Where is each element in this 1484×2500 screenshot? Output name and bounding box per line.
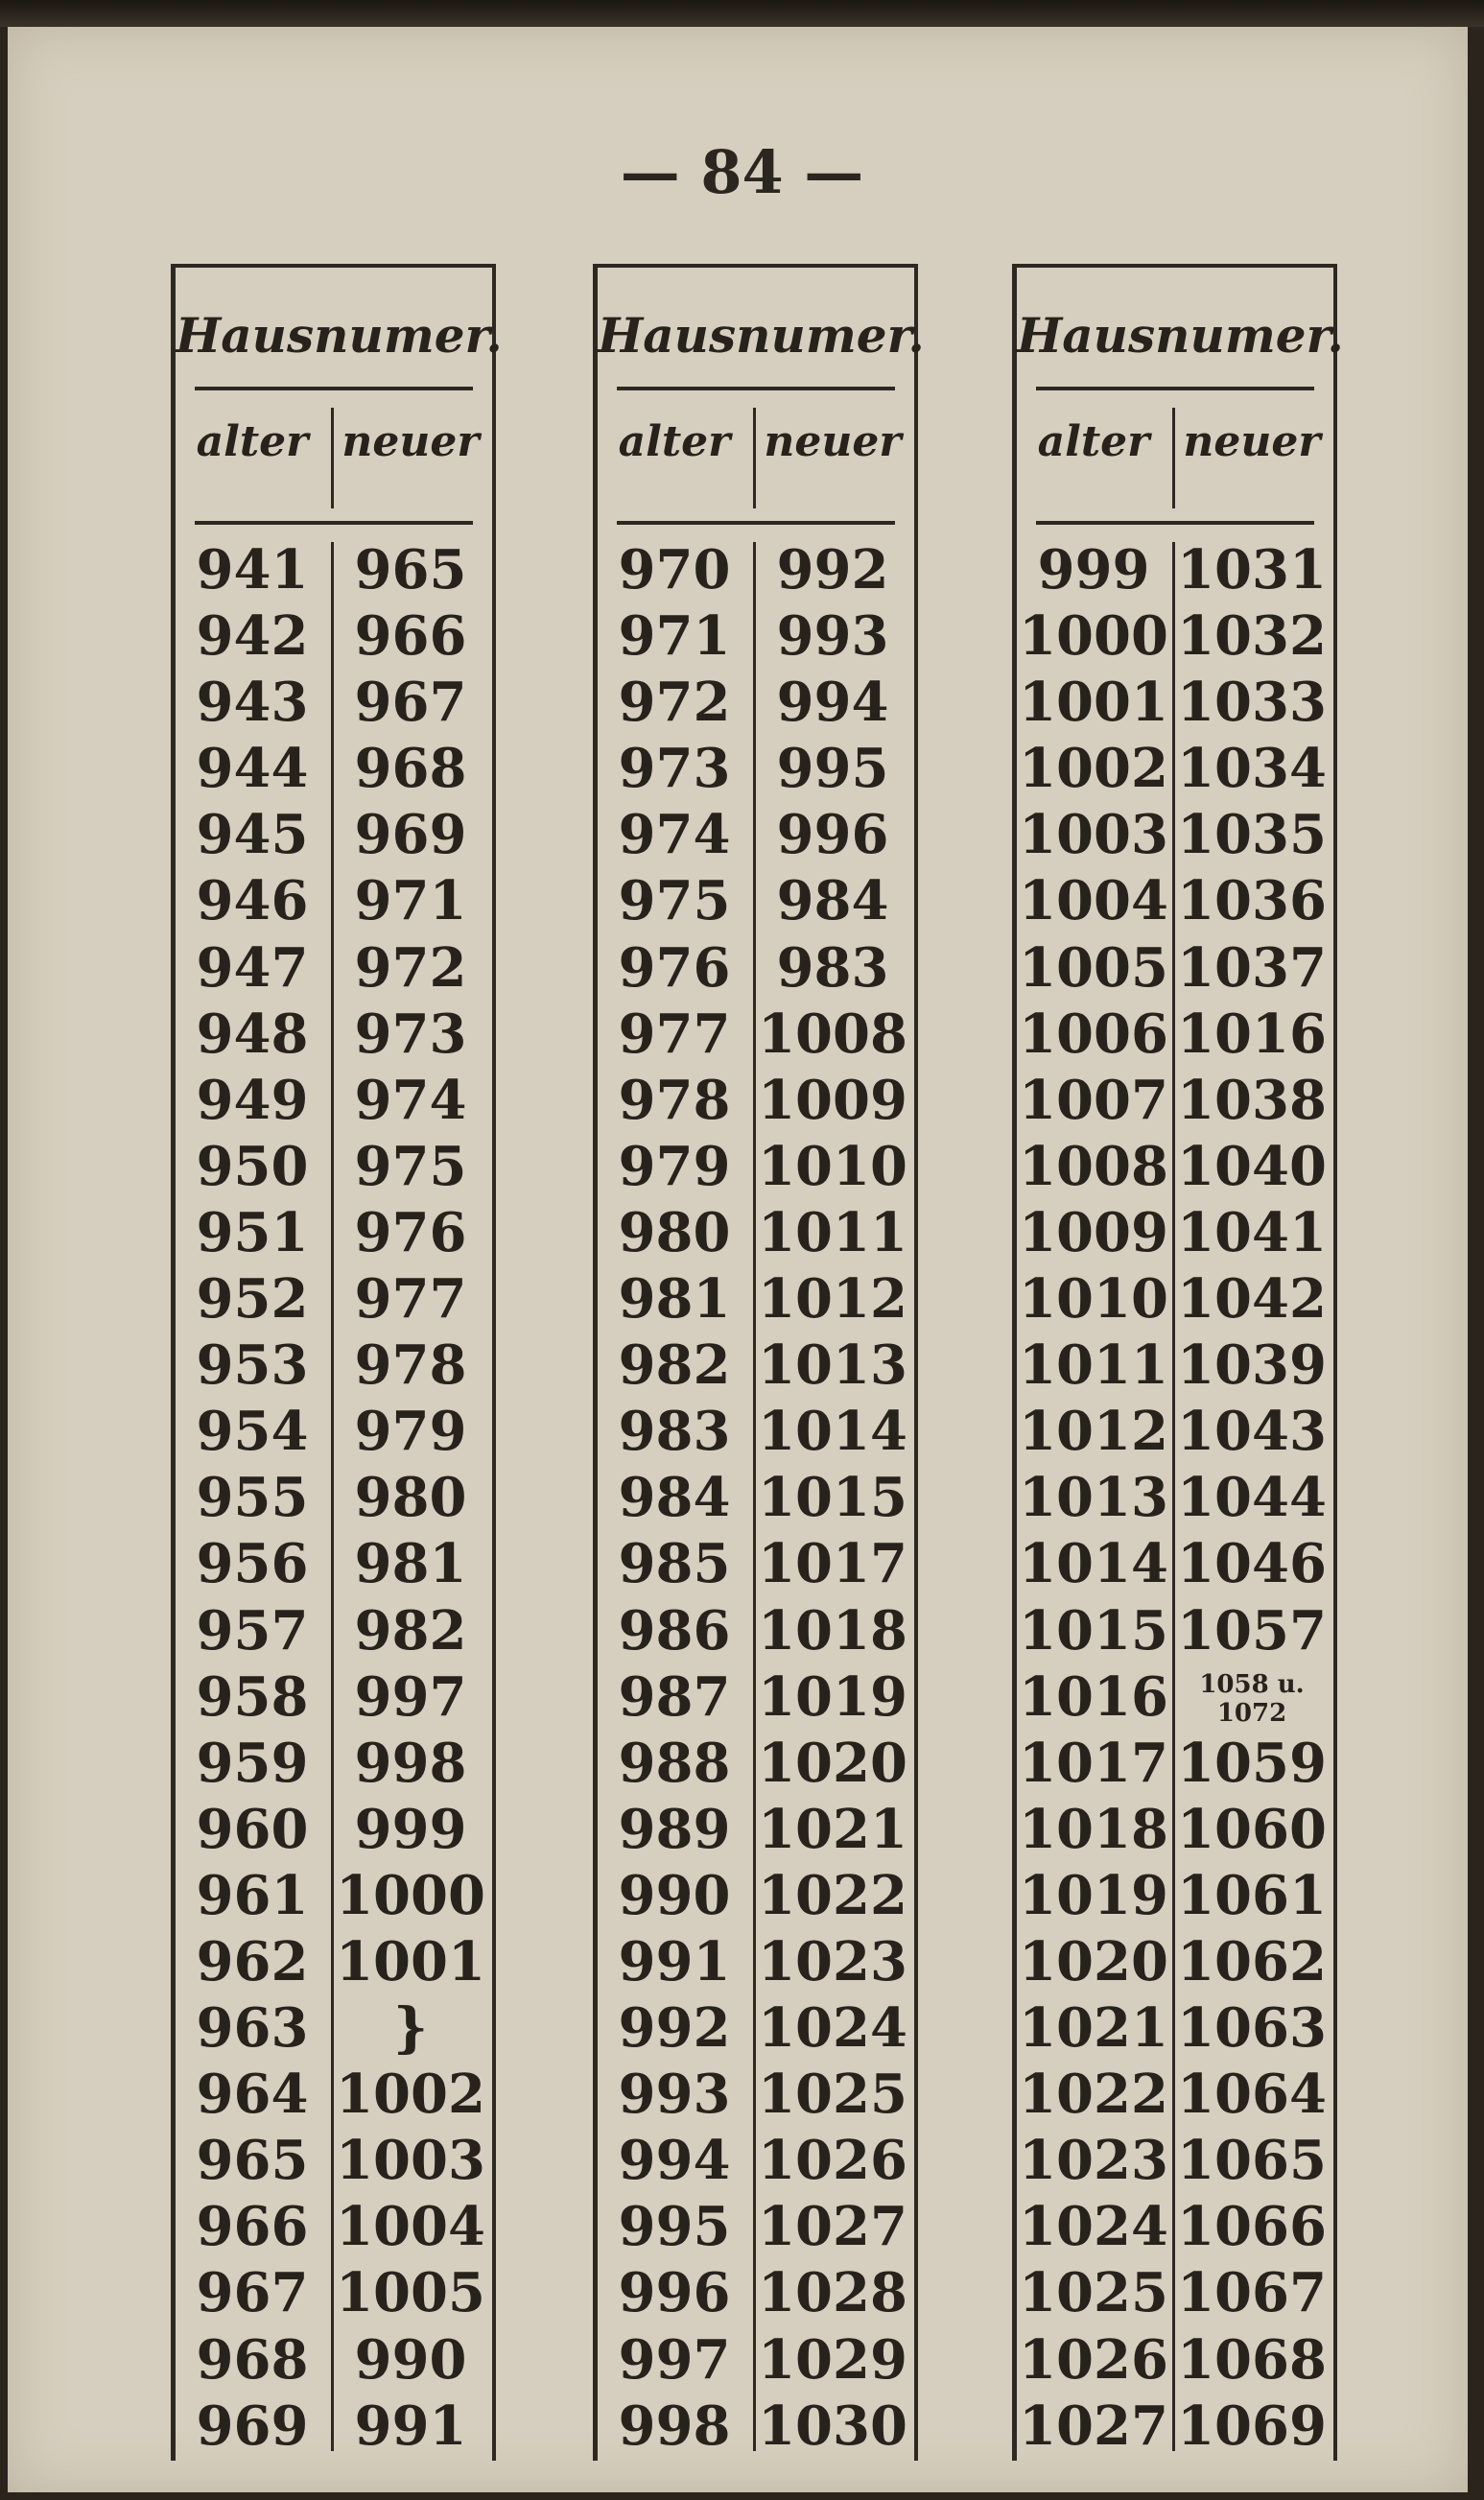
new-number: 1043 <box>1177 1400 1327 1464</box>
new-number: 1031 <box>1177 538 1327 601</box>
old-number: 941 <box>196 538 309 601</box>
old-number: 1014 <box>1019 1532 1168 1596</box>
table-row <box>176 603 492 670</box>
old-number: 1006 <box>1019 1002 1168 1066</box>
table-row <box>1017 1797 1333 1863</box>
old-number: 953 <box>196 1333 309 1398</box>
new-number: 1046 <box>1177 1532 1327 1596</box>
table-row <box>598 802 914 868</box>
page-number: — 84 — <box>620 137 864 207</box>
column-header-old: alter <box>1037 417 1150 466</box>
table-row <box>598 537 914 603</box>
table-row <box>1017 2128 1333 2194</box>
new-number: 1064 <box>1177 2063 1327 2127</box>
table-row <box>598 2327 914 2394</box>
new-number: 1034 <box>1177 737 1327 801</box>
old-number: 994 <box>618 2129 731 2193</box>
table-row <box>1017 1134 1333 1200</box>
header-rule <box>195 521 473 525</box>
table-rows <box>176 537 492 2460</box>
old-number: 992 <box>618 1996 731 2061</box>
new-number: 1023 <box>758 1929 907 1993</box>
column-header-new: neuer <box>764 417 902 466</box>
table-row <box>1017 670 1333 736</box>
new-number: 992 <box>776 538 889 601</box>
table-row <box>1017 2260 1333 2326</box>
old-number: 1007 <box>1019 1068 1168 1132</box>
table-row <box>1017 537 1333 603</box>
new-number: 972 <box>354 935 467 1000</box>
old-number: 988 <box>618 1731 731 1795</box>
table-row <box>176 1266 492 1333</box>
table-row <box>1017 1068 1333 1134</box>
new-number: 993 <box>776 604 889 669</box>
table-row <box>1017 1598 1333 1664</box>
table-row <box>176 1465 492 1531</box>
new-number: 966 <box>354 604 467 669</box>
old-number: 1023 <box>1019 2129 1168 2193</box>
new-number: 1029 <box>758 2327 907 2392</box>
old-number: 950 <box>196 1134 309 1198</box>
old-number: 995 <box>618 2195 731 2259</box>
new-number: 1038 <box>1177 1068 1327 1132</box>
old-number: 966 <box>196 2195 309 2259</box>
old-number: 952 <box>196 1267 309 1332</box>
table-row <box>1017 802 1333 868</box>
new-number: 971 <box>354 869 467 933</box>
new-number: 1062 <box>1177 1929 1327 1993</box>
old-number: 990 <box>618 1863 731 1927</box>
new-number: 1041 <box>1177 1200 1327 1264</box>
table-row <box>176 1134 492 1200</box>
new-number: 1032 <box>1177 604 1327 669</box>
old-number: 963 <box>196 1996 309 2061</box>
table-row <box>176 868 492 934</box>
new-number: 998 <box>354 1731 467 1795</box>
new-number: 983 <box>776 935 889 1000</box>
table-row <box>598 1465 914 1531</box>
column-header-old: alter <box>196 417 309 466</box>
table-row <box>176 2194 492 2260</box>
table-row <box>176 2327 492 2394</box>
table-row <box>598 1068 914 1134</box>
book-edge <box>0 0 1484 27</box>
old-number: 1019 <box>1019 1863 1168 1927</box>
table-row <box>1017 1333 1333 1399</box>
table-row <box>598 868 914 934</box>
old-number: 951 <box>196 1200 309 1264</box>
table-row <box>598 2062 914 2128</box>
new-number: 967 <box>354 671 467 735</box>
table-row <box>1017 736 1333 802</box>
old-number: 947 <box>196 935 309 1000</box>
old-number: 969 <box>196 2394 309 2458</box>
old-number: 968 <box>196 2327 309 2392</box>
old-number: 946 <box>196 869 309 933</box>
old-number: 976 <box>618 935 731 1000</box>
table-title: Hausnumer. <box>598 307 925 364</box>
old-number: 1001 <box>1019 671 1168 735</box>
new-number: 991 <box>354 2394 467 2458</box>
old-number: 961 <box>196 1863 309 1927</box>
table-row <box>598 2260 914 2326</box>
new-number: 1068 <box>1177 2327 1327 2392</box>
old-number: 979 <box>618 1134 731 1198</box>
table-row <box>176 802 492 868</box>
old-number: 967 <box>196 2261 309 2325</box>
new-number: 995 <box>776 737 889 801</box>
old-number: 980 <box>618 1200 731 1264</box>
table-row <box>1017 2394 1333 2460</box>
old-number: 983 <box>618 1400 731 1464</box>
old-number: 978 <box>618 1068 731 1132</box>
old-number: 984 <box>618 1466 731 1530</box>
new-number: 1037 <box>1177 935 1327 1000</box>
table-row <box>1017 1399 1333 1465</box>
table-row <box>1017 1002 1333 1068</box>
new-number: 1042 <box>1177 1267 1327 1332</box>
table-row <box>176 1200 492 1266</box>
new-number: 1008 <box>758 1002 907 1066</box>
old-number: 985 <box>618 1532 731 1596</box>
old-number: 975 <box>618 869 731 933</box>
new-number: 979 <box>354 1400 467 1464</box>
new-number: 1040 <box>1177 1134 1327 1198</box>
table-title: Hausnumer. <box>1017 307 1344 364</box>
new-number: 968 <box>354 737 467 801</box>
new-number: 978 <box>354 1333 467 1398</box>
new-number: 984 <box>776 869 889 933</box>
new-number: 1069 <box>1177 2394 1327 2458</box>
old-number: 1003 <box>1019 803 1168 867</box>
house-number-table-2 <box>593 264 925 2461</box>
old-number: 996 <box>618 2261 731 2325</box>
old-number: 949 <box>196 1068 309 1132</box>
old-number: 1004 <box>1019 869 1168 933</box>
column-header-old: alter <box>618 417 731 466</box>
table-row <box>176 1068 492 1134</box>
table-row <box>176 736 492 802</box>
table-row <box>176 537 492 603</box>
old-number: 1027 <box>1019 2394 1168 2458</box>
table-row <box>1017 1929 1333 1995</box>
new-number: 1058 u. 1072 <box>1199 1669 1305 1728</box>
table-row <box>598 1664 914 1731</box>
table-row <box>176 1598 492 1664</box>
old-number: 993 <box>618 2063 731 2127</box>
old-number: 955 <box>196 1466 309 1530</box>
table-row <box>598 1929 914 1995</box>
table-row <box>176 1333 492 1399</box>
new-number: 1004 <box>336 2195 485 2259</box>
table-row <box>1017 603 1333 670</box>
old-number: 960 <box>196 1797 309 1861</box>
table-row <box>598 736 914 802</box>
new-number: 1019 <box>758 1664 907 1729</box>
old-number: 1013 <box>1019 1466 1168 1530</box>
new-number: 999 <box>354 1797 467 1861</box>
new-number: 974 <box>354 1068 467 1132</box>
new-number: 1012 <box>758 1267 907 1332</box>
title-rule <box>195 387 473 390</box>
table-row <box>598 1995 914 2062</box>
new-number: 1001 <box>336 1929 485 1993</box>
table-row <box>598 1731 914 1797</box>
new-number: 1035 <box>1177 803 1327 867</box>
table-row <box>1017 1664 1333 1731</box>
table-row <box>176 1797 492 1863</box>
new-number: 1039 <box>1177 1333 1327 1398</box>
new-number: } 1002 <box>336 1996 485 2127</box>
new-number: 1033 <box>1177 671 1327 735</box>
old-number: 989 <box>618 1797 731 1861</box>
old-number: 999 <box>1037 538 1150 601</box>
old-number: 957 <box>196 1598 309 1663</box>
new-number: 1005 <box>336 2261 485 2325</box>
table-row <box>1017 1863 1333 1929</box>
old-number: 977 <box>618 1002 731 1066</box>
table-top-rule <box>598 264 914 268</box>
new-number: 1016 <box>1177 1002 1327 1066</box>
new-number: 982 <box>354 1598 467 1663</box>
old-number: 948 <box>196 1002 309 1066</box>
old-number: 1017 <box>1019 1731 1168 1795</box>
new-number: 1013 <box>758 1333 907 1398</box>
old-number: 954 <box>196 1400 309 1464</box>
new-number: 975 <box>354 1134 467 1198</box>
new-number: 1063 <box>1177 1996 1327 2061</box>
column-header-new: neuer <box>1183 417 1321 466</box>
new-number: 973 <box>354 1002 467 1066</box>
old-number: 1000 <box>1019 604 1168 669</box>
table-row <box>598 1002 914 1068</box>
new-number: 990 <box>354 2327 467 2392</box>
new-number: 980 <box>354 1466 467 1530</box>
new-number: 997 <box>354 1664 467 1729</box>
old-number: 973 <box>618 737 731 801</box>
new-number: 1057 <box>1177 1598 1327 1663</box>
new-number: 1065 <box>1177 2129 1327 2193</box>
old-number: 944 <box>196 737 309 801</box>
house-number-table-3 <box>1012 264 1344 2461</box>
old-number: 1008 <box>1019 1134 1168 1198</box>
old-number: 987 <box>618 1664 731 1729</box>
table-row <box>1017 2194 1333 2260</box>
old-number: 1005 <box>1019 935 1168 1000</box>
old-number: 943 <box>196 671 309 735</box>
title-rule <box>1036 387 1314 390</box>
table-row <box>1017 1995 1333 2062</box>
old-number: 965 <box>196 2129 309 2193</box>
table-row <box>598 1797 914 1863</box>
old-number: 1022 <box>1019 2063 1168 2127</box>
old-number: 1015 <box>1019 1598 1168 1663</box>
table-row <box>598 1598 914 1664</box>
old-number: 986 <box>618 1598 731 1663</box>
new-number: 1044 <box>1177 1466 1327 1530</box>
old-number: 1024 <box>1019 2195 1168 2259</box>
house-number-table-1 <box>171 264 503 2461</box>
table-row <box>1017 2062 1333 2128</box>
new-number: 1014 <box>758 1400 907 1464</box>
new-number: 965 <box>354 538 467 601</box>
old-number: 997 <box>618 2327 731 2392</box>
new-number: 1009 <box>758 1068 907 1132</box>
table-row <box>176 1399 492 1465</box>
new-number: 969 <box>354 803 467 867</box>
new-number: 1025 <box>758 2063 907 2127</box>
old-number: 974 <box>618 803 731 867</box>
table-row <box>598 1333 914 1399</box>
old-number: 1016 <box>1019 1664 1168 1729</box>
new-number: 1017 <box>758 1532 907 1596</box>
table-row <box>1017 1531 1333 1597</box>
table-row <box>598 1863 914 1929</box>
table-row <box>598 2128 914 2194</box>
table-row <box>176 1664 492 1731</box>
table-row <box>598 1134 914 1200</box>
old-number: 959 <box>196 1731 309 1795</box>
table-row <box>176 2260 492 2326</box>
new-number: 1015 <box>758 1466 907 1530</box>
new-number: 1030 <box>758 2394 907 2458</box>
old-number: 1018 <box>1019 1797 1168 1861</box>
new-number: 976 <box>354 1200 467 1264</box>
old-number: 962 <box>196 1929 309 1993</box>
table-row <box>176 2062 492 2128</box>
old-number: 942 <box>196 604 309 669</box>
table-top-rule <box>1017 264 1333 268</box>
old-number: 945 <box>196 803 309 867</box>
new-number <box>334 2062 487 2128</box>
new-number: 1061 <box>1177 1863 1327 1927</box>
old-number: 1012 <box>1019 1400 1168 1464</box>
old-number: 998 <box>618 2394 731 2458</box>
table-row <box>1017 1731 1333 1797</box>
new-number: 1027 <box>758 2195 907 2259</box>
old-number: 956 <box>196 1532 309 1596</box>
old-number: 981 <box>618 1267 731 1332</box>
old-number: 1011 <box>1019 1333 1168 1398</box>
new-number: 1011 <box>758 1200 907 1264</box>
old-number: 982 <box>618 1333 731 1398</box>
table-rows <box>598 537 914 2460</box>
old-number: 1010 <box>1019 1267 1168 1332</box>
old-number: 1025 <box>1019 2261 1168 2325</box>
old-number: 958 <box>196 1664 309 1729</box>
table-row <box>1017 2327 1333 2394</box>
old-number: 1021 <box>1019 1996 1168 2061</box>
new-number: 1024 <box>758 1996 907 2061</box>
old-number: 991 <box>618 1929 731 1993</box>
new-number: 1028 <box>758 2261 907 2325</box>
old-number: 1009 <box>1019 1200 1168 1264</box>
new-number: 1010 <box>758 1134 907 1198</box>
table-row <box>598 2394 914 2460</box>
new-number: 1026 <box>758 2129 907 2193</box>
table-row <box>176 670 492 736</box>
column-header-new: neuer <box>342 417 480 466</box>
new-number: 1036 <box>1177 869 1327 933</box>
table-row <box>176 935 492 1002</box>
table-row <box>598 603 914 670</box>
table-rows <box>1017 537 1333 2460</box>
table-row <box>176 1929 492 1995</box>
table-row <box>598 1200 914 1266</box>
table-row <box>176 1863 492 1929</box>
new-number: 996 <box>776 803 889 867</box>
table-row <box>598 670 914 736</box>
old-number: 964 <box>196 2063 309 2127</box>
header-rule <box>1036 521 1314 525</box>
table-row <box>176 1002 492 1068</box>
old-number: 1020 <box>1019 1929 1168 1993</box>
old-number: 971 <box>618 604 731 669</box>
table-row <box>1017 868 1333 934</box>
table-row <box>598 1399 914 1465</box>
table-row <box>1017 1465 1333 1531</box>
table-top-rule <box>176 264 492 268</box>
table-row <box>176 1531 492 1597</box>
new-number: 1003 <box>336 2129 485 2193</box>
table-row <box>176 1731 492 1797</box>
table-row <box>1017 1266 1333 1333</box>
new-number: 1021 <box>758 1797 907 1861</box>
new-number: 1066 <box>1177 2195 1327 2259</box>
new-number: 1067 <box>1177 2261 1327 2325</box>
old-number: 1026 <box>1019 2327 1168 2392</box>
old-number: 972 <box>618 671 731 735</box>
new-number: 1022 <box>758 1863 907 1927</box>
new-number: 981 <box>354 1532 467 1596</box>
new-number: 1059 <box>1177 1731 1327 1795</box>
header-rule <box>617 521 895 525</box>
title-rule <box>617 387 895 390</box>
new-number: 1018 <box>758 1598 907 1663</box>
table-title: Hausnumer. <box>176 307 503 364</box>
new-number: 994 <box>776 671 889 735</box>
new-number: 1060 <box>1177 1797 1327 1861</box>
new-number: 977 <box>354 1267 467 1332</box>
table-row <box>1017 1200 1333 1266</box>
table-row <box>598 1531 914 1597</box>
new-number: 1020 <box>758 1731 907 1795</box>
table-row <box>176 2128 492 2194</box>
table-row <box>598 2194 914 2260</box>
old-number: 970 <box>618 538 731 601</box>
table-row <box>176 2394 492 2460</box>
table-row <box>598 1266 914 1333</box>
old-number: 1002 <box>1019 737 1168 801</box>
table-row <box>1017 935 1333 1002</box>
new-number: 1000 <box>336 1863 485 1927</box>
table-row <box>598 935 914 1002</box>
